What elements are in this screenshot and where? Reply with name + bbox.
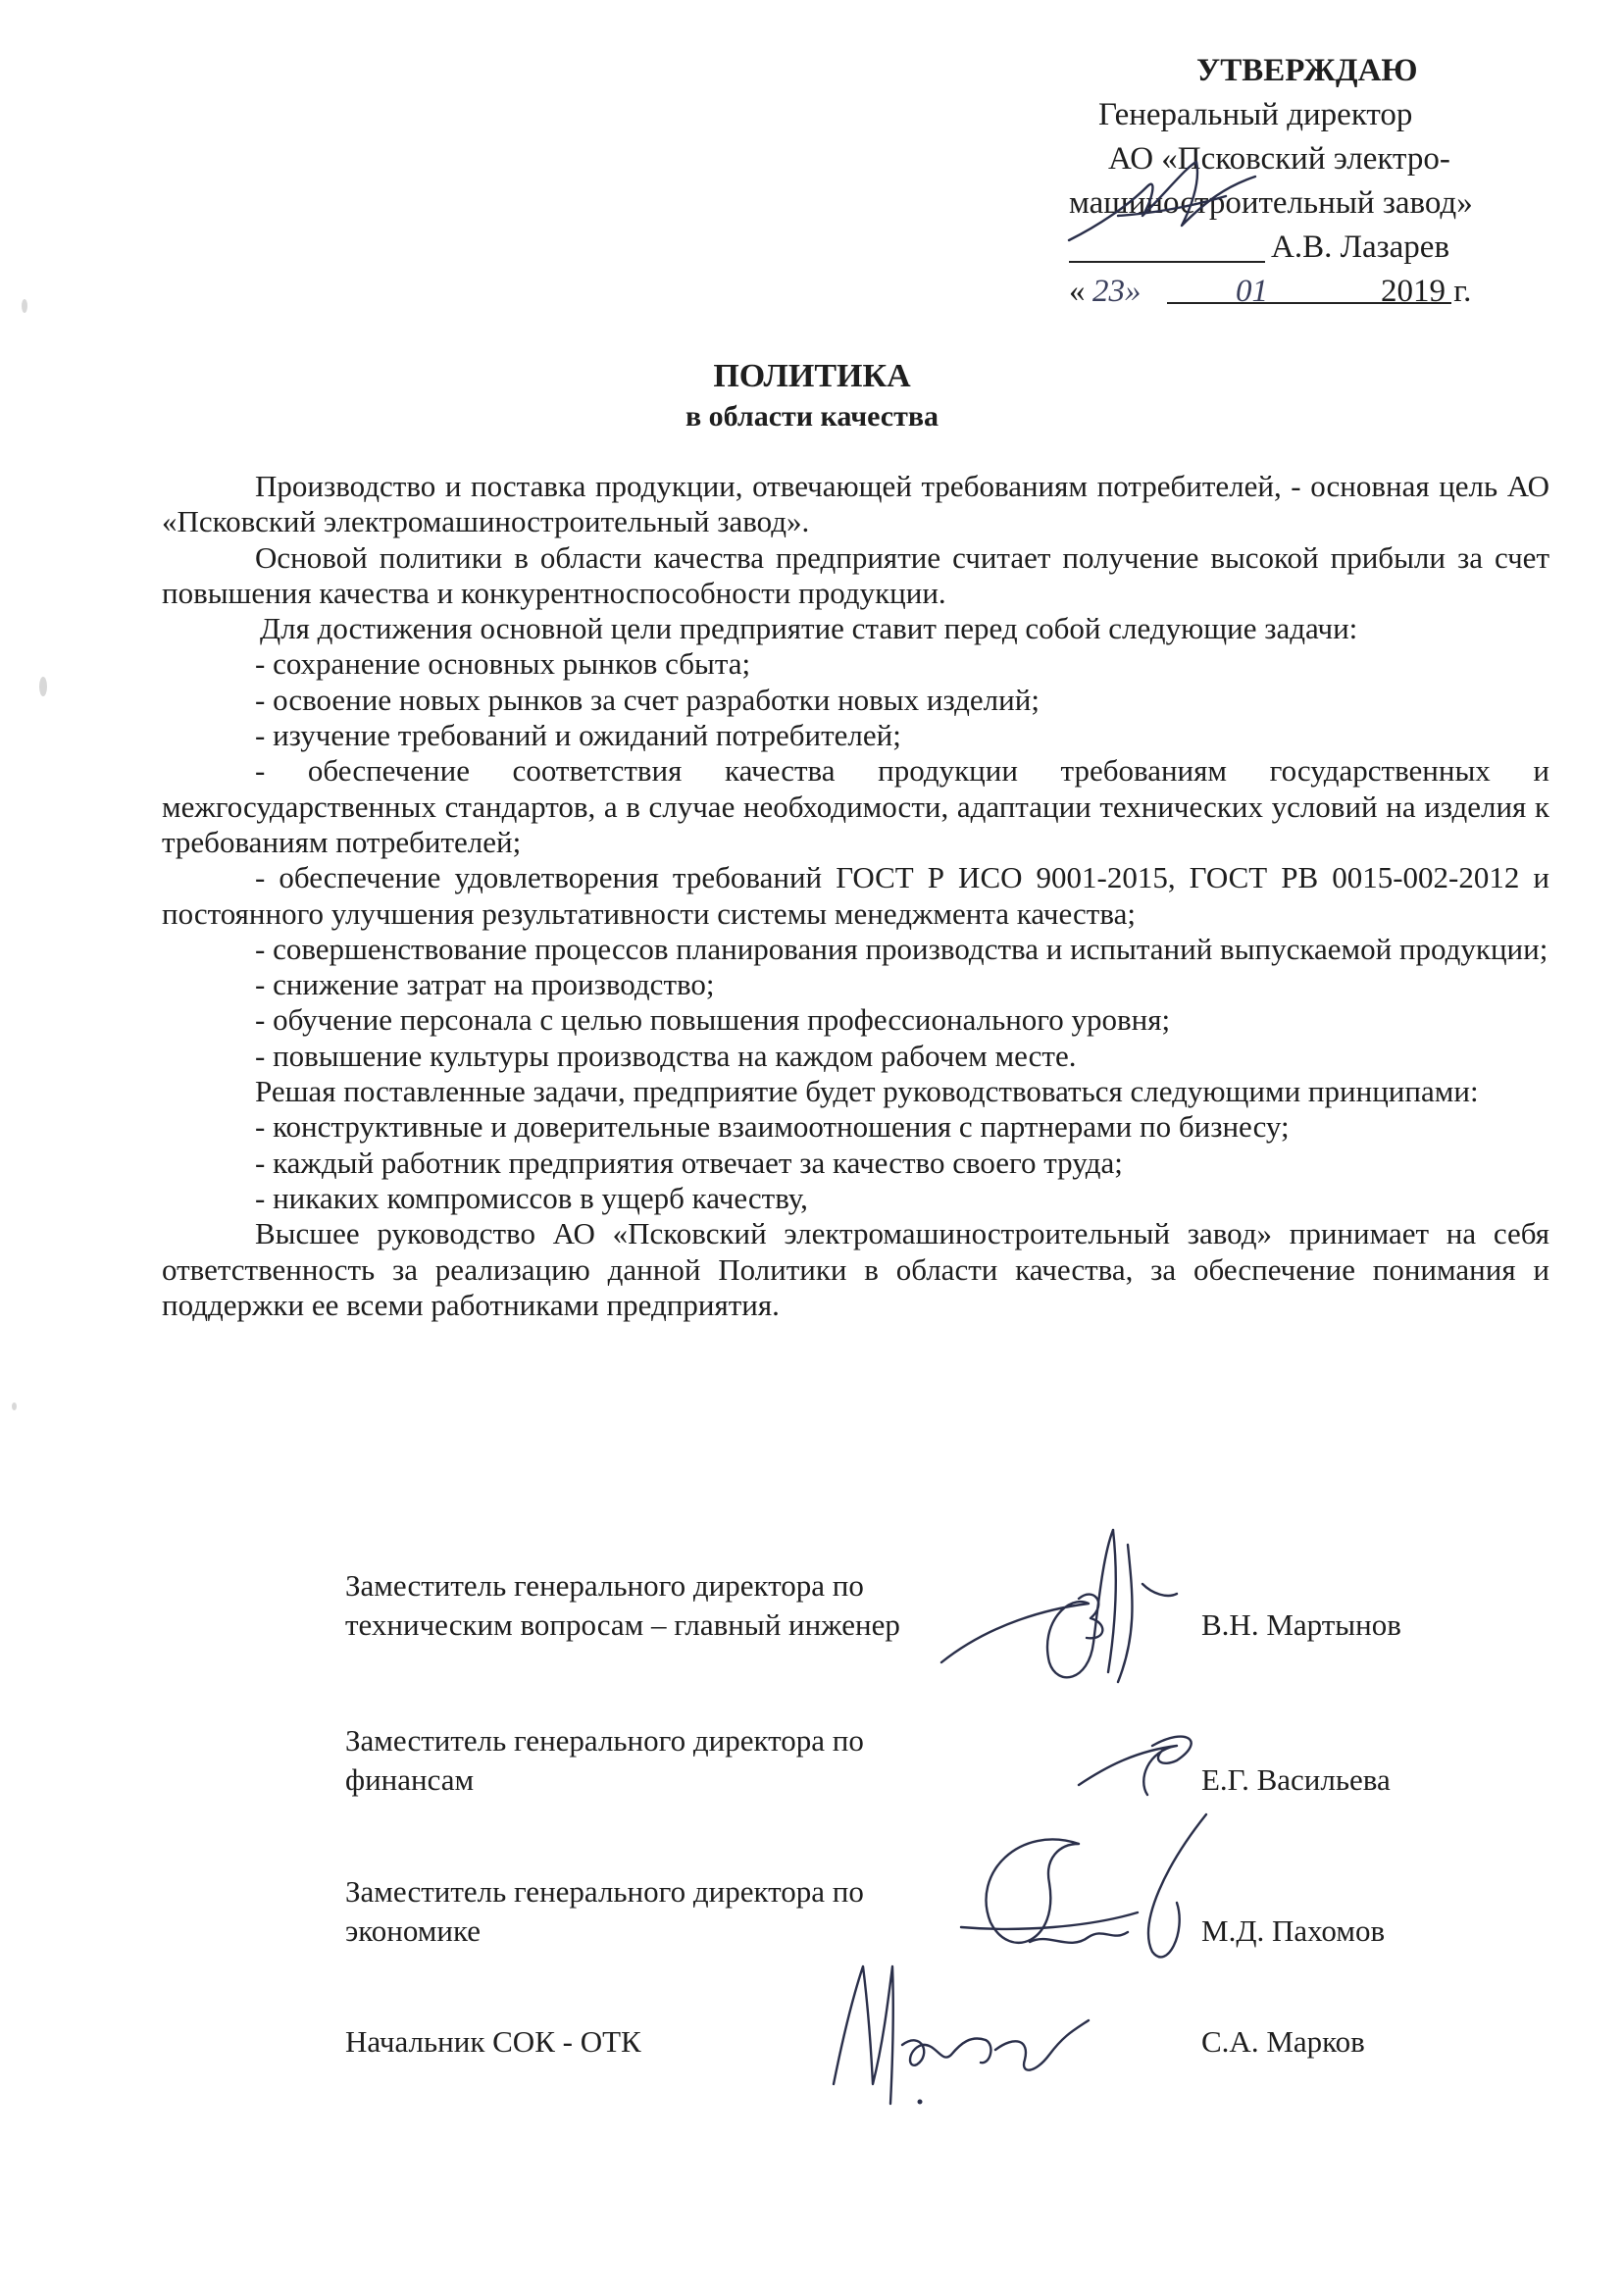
- signatory-position-line1: Заместитель генерального директора по: [345, 1568, 864, 1603]
- approval-title: УТВЕРЖДАЮ: [1196, 53, 1418, 88]
- task-item: - освоение новых рынков за счет разработки новых изделий;: [255, 682, 1040, 717]
- signatory-row: [0, 1873, 1624, 1962]
- approval-date-day: 23»: [1092, 274, 1142, 309]
- signature-vasilyeva: [1069, 1707, 1226, 1814]
- task-item: - повышение культуры производства на каждом рабочем месте.: [255, 1038, 1077, 1073]
- scan-artifact: [22, 299, 27, 313]
- scan-artifact: [39, 677, 47, 696]
- signatory-position-line1: Заместитель генерального директора по: [345, 1723, 864, 1758]
- approval-date-year: 2019 г.: [1381, 274, 1472, 309]
- task-item: - обеспечение соответствия качества продукции требованиям государственных и межгосударственных стандартов, а в случае необходимости, адаптации технических условий на изделия к требованиям потребителей;: [162, 753, 1549, 859]
- approval-signer-name: А.В. Лазарев: [1271, 229, 1450, 265]
- signatory-position-line1: Заместитель генерального директора по: [345, 1874, 864, 1909]
- approval-company-line1: АО «Псковский электро-: [1108, 141, 1450, 177]
- approval-position: Генеральный директор: [1098, 97, 1413, 132]
- signature-martynov: [932, 1515, 1226, 1711]
- approval-company-line2: машиностроительный завод»: [1069, 185, 1473, 221]
- task-item: - снижение затрат на производство;: [255, 967, 715, 1002]
- document-subtitle: в области качества: [685, 400, 939, 433]
- task-item: - изучение требований и ожиданий потребителей;: [255, 718, 901, 753]
- signatory-row: [0, 1567, 1624, 1656]
- paragraph-tasks-intro: Для достижения основной цели предприятие ставит перед собой следующие задачи:: [260, 611, 1358, 646]
- signatory-row: [0, 2023, 1624, 2072]
- task-item: - обеспечение удовлетворения требований ГОСТ Р ИСО 9001-2015, ГОСТ РВ 0015-002-2012 и постоянного улучшения результативности системы менеджмента качества;: [162, 860, 1549, 931]
- director-signature: [1059, 147, 1285, 265]
- signatory-name: В.Н. Мартынов: [1201, 1607, 1401, 1642]
- signatory-position-line2: техническим вопросам – главный инженер: [345, 1607, 900, 1642]
- signatory-position-line1: Начальник СОК - ОТК: [345, 2024, 641, 2059]
- paragraph-basis: Основой политики в области качества предприятие считает получение высокой прибыли за счет повышения качества и конкурентноспособности продукции.: [162, 539, 1549, 610]
- scan-artifact: [12, 1402, 17, 1410]
- policy-body: [162, 469, 1549, 1323]
- paragraph-mission: Производство и поставка продукции, отвечающей требованиям потребителей, - основная цель АО «Псковский электромашиностроительный завод».: [162, 469, 1549, 539]
- document-title: ПОЛИТИКА: [713, 358, 911, 394]
- signatory-position-line2: экономике: [345, 1913, 482, 1948]
- task-item: - сохранение основных рынков сбыта;: [255, 646, 751, 682]
- principle-item: - конструктивные и доверительные взаимоотношения с партнерами по бизнесу;: [255, 1109, 1290, 1145]
- signatory-row: [0, 1722, 1624, 1810]
- task-item: - обучение персонала с целью повышения профессионального уровня;: [255, 1002, 1171, 1038]
- signatory-name: С.А. Марков: [1201, 2024, 1365, 2059]
- approval-date-month: 01: [1236, 274, 1268, 309]
- principle-item: - каждый работник предприятия отвечает за качество своего труда;: [255, 1145, 1123, 1180]
- signatory-name: Е.Г. Васильева: [1201, 1762, 1391, 1797]
- principle-item: - никаких компромиссов в ущерб качеству,: [255, 1180, 808, 1215]
- paragraph-responsibility: Высшее руководство АО «Псковский электромашиностроительный завод» принимает на себя ответственность за реализацию данной Политики в области качества, за обеспечение понимания и поддержки ее всеми работниками предприятия.: [162, 1216, 1549, 1322]
- signatory-position-line2: финансам: [345, 1762, 475, 1797]
- paragraph-principles-intro: Решая поставленные задачи, предприятие будет руководствоваться следующими принципами:: [255, 1074, 1479, 1109]
- signatory-name: М.Д. Пахомов: [1201, 1913, 1386, 1948]
- approval-date-open-quote: «: [1069, 274, 1086, 309]
- signature-markov: [824, 1937, 1138, 2133]
- task-item: - совершенствование процессов планирования производства и испытаний выпускаемой продукции;: [255, 931, 1548, 966]
